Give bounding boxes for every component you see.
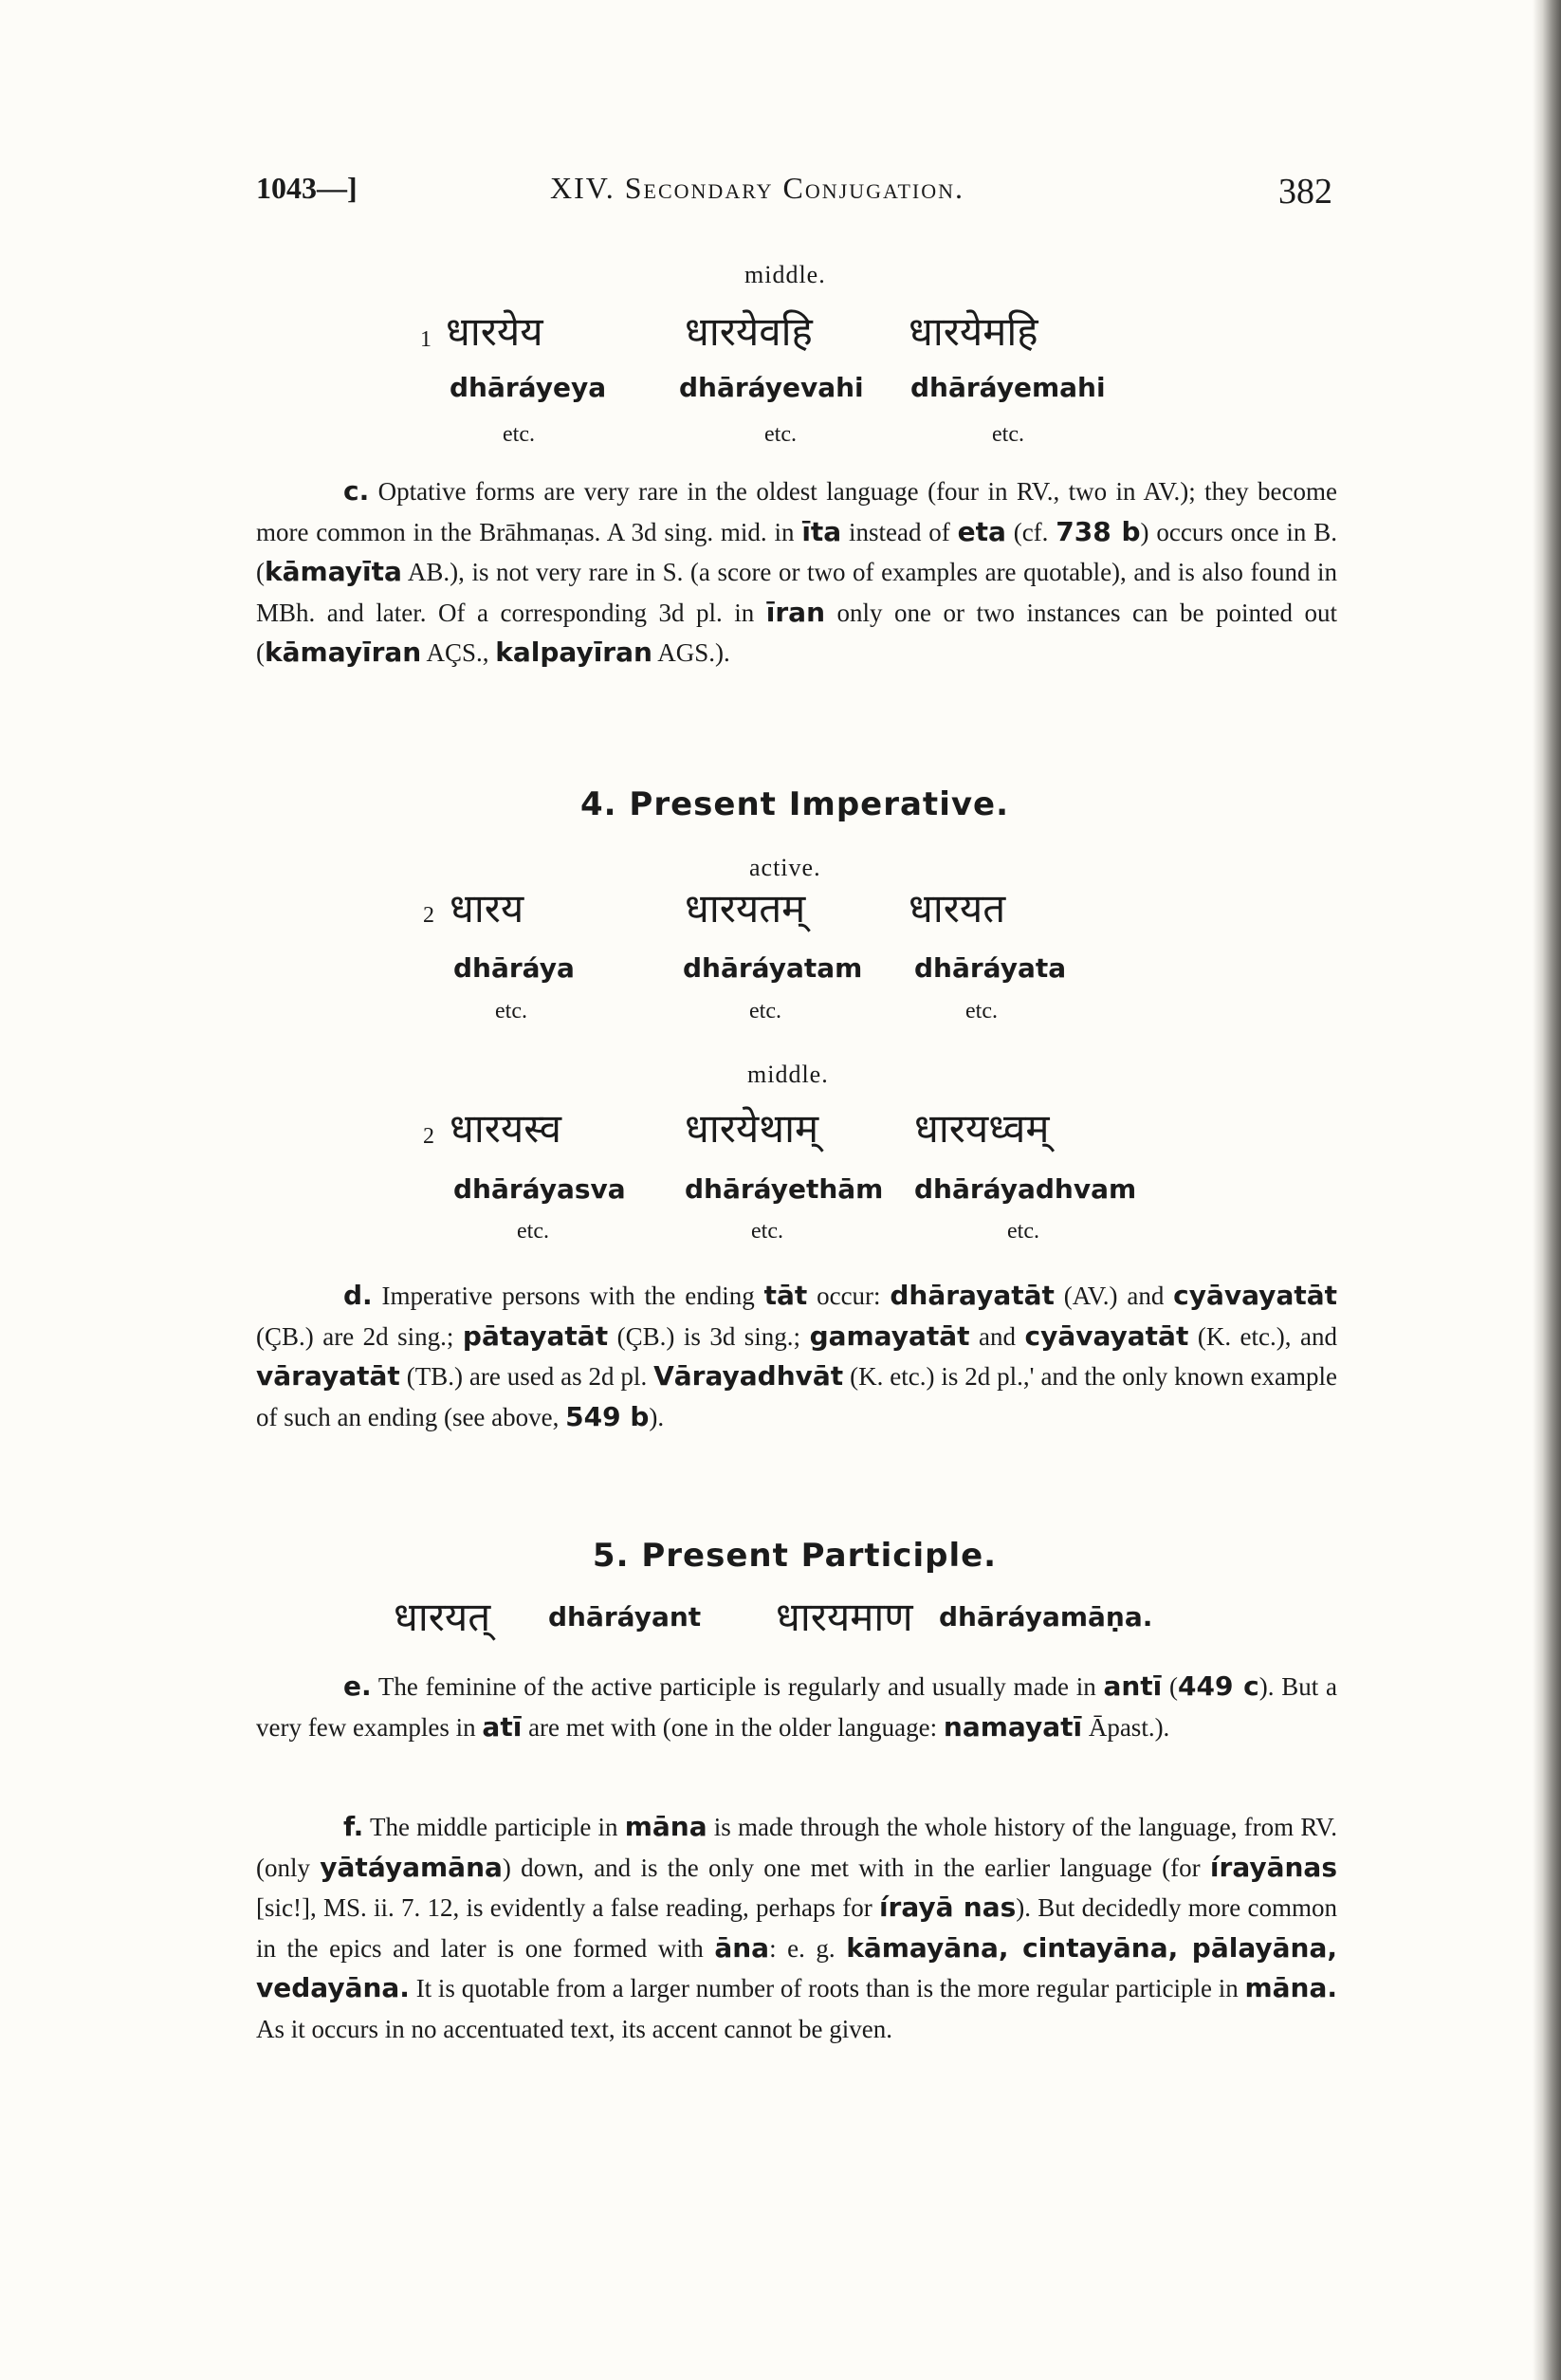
- romanized-form: dhāráyemahi: [910, 372, 1106, 403]
- etc-marker: etc.: [517, 1219, 549, 1244]
- paradigm-label-middle: middle.: [747, 1061, 829, 1088]
- romanized-form: dhāráyeya: [450, 372, 607, 403]
- section-heading: 5. Present Participle.: [592, 1537, 998, 1575]
- devanagari-form: धारयेवहि: [685, 308, 813, 355]
- page-number: 382: [1278, 172, 1332, 212]
- romanized-form: dhāráyevahi: [679, 372, 864, 403]
- paradigm-label-active: active.: [749, 854, 821, 881]
- devanagari-form: धारयेमहि: [909, 308, 1038, 355]
- romanized-form: dhāráyata: [914, 952, 1067, 984]
- section-heading: 4. Present Imperative.: [580, 785, 1009, 823]
- paradigm-label-middle: middle.: [744, 261, 826, 288]
- romanized-form: dhāráyatam: [683, 952, 863, 984]
- devanagari-form: धारयत: [909, 885, 1006, 932]
- romanized-form: dhāráyethām: [685, 1173, 884, 1205]
- section-number: 1043—]: [256, 171, 358, 205]
- etc-marker: etc.: [749, 999, 781, 1024]
- paradigm-row-number: 2: [423, 903, 434, 928]
- devanagari-form: धारयेथाम्: [685, 1105, 819, 1152]
- etc-marker: etc.: [965, 999, 998, 1024]
- romanized-form: dhāráyant: [548, 1601, 702, 1633]
- paragraph-c: c. Optative forms are very rare in the oldest language (four in RV., two in AV.); they become more common in the Brāhmaṇas. A 3d sing. mid. in īta instead of eta (cf. 738 b) occurs once in B. (kāmayīta AB.), is not very rare in S. (a score or two of examples are quotable), and is also found in MBh. and later. Of a corresponding 3d pl. in īran only one or two instances can be pointed out (kāmayīran AÇS., kalpayīran AGS.).: [256, 475, 1337, 668]
- romanized-form: dhāráyasva: [453, 1173, 626, 1205]
- romanized-form: dhāráyadhvam: [914, 1173, 1137, 1205]
- page-edge-shadow: [1533, 0, 1561, 2380]
- romanized-form: dhāráya: [453, 952, 575, 984]
- etc-marker: etc.: [503, 422, 535, 447]
- paradigm-row-number: 1: [420, 327, 432, 352]
- devanagari-form: धारय: [450, 885, 524, 932]
- paragraph-f: f. The middle participle in māna is made through the whole history of the language, from RV. (only yātáyamāna) down, and is the only one met with in the earlier language (for írayānas [sic!], MS. ii. 7. 12, is evidently a false reading, perhaps for írayā nas). But decidedly more common in the epics and later is one formed with āna: e. g. kāmayāna, cintayāna, pālayāna, vedayāna. It is quotable from a larger number of roots than is the more regular participle in māna. As it occurs in no accentuated text, its accent cannot be given.: [256, 1811, 1338, 2043]
- romanized-form: dhāráyamāṇa.: [939, 1601, 1153, 1633]
- paradigm-row-number: 2: [423, 1124, 434, 1149]
- etc-marker: etc.: [1007, 1219, 1039, 1244]
- etc-marker: etc.: [751, 1219, 783, 1244]
- etc-marker: etc.: [992, 422, 1024, 447]
- devanagari-form: धारयमाण: [776, 1594, 913, 1640]
- etc-marker: etc.: [495, 999, 527, 1024]
- chapter-title: XIV. Secondary Conjugation.: [550, 171, 965, 205]
- paragraph-d: d. Imperative persons with the ending tāt occur: dhārayatāt (AV.) and cyāvayatāt (ÇB.) are 2d sing.; pātayatāt (ÇB.) is 3d sing.; gamayatāt and cyāvayatāt (K. etc.), and vārayatāt (TB.) are used as 2d pl. Vārayadhvāt (K. etc.) is 2d pl.,' and the only known example of such an ending (see above, 549 b).: [256, 1280, 1338, 1432]
- devanagari-form: धारयेय: [446, 308, 543, 355]
- devanagari-form: धारयध्वम्: [914, 1105, 1050, 1152]
- devanagari-form: धारयतम्: [685, 885, 806, 932]
- etc-marker: etc.: [764, 422, 797, 447]
- paragraph-e: e. The feminine of the active participle is regularly and usually made in antī (449 c). But a very few examples in atī are met with (one in the older language: namayatī Āpast.).: [256, 1670, 1337, 1743]
- devanagari-form: धारयस्व: [450, 1105, 561, 1152]
- devanagari-form: धारयत्: [394, 1594, 491, 1640]
